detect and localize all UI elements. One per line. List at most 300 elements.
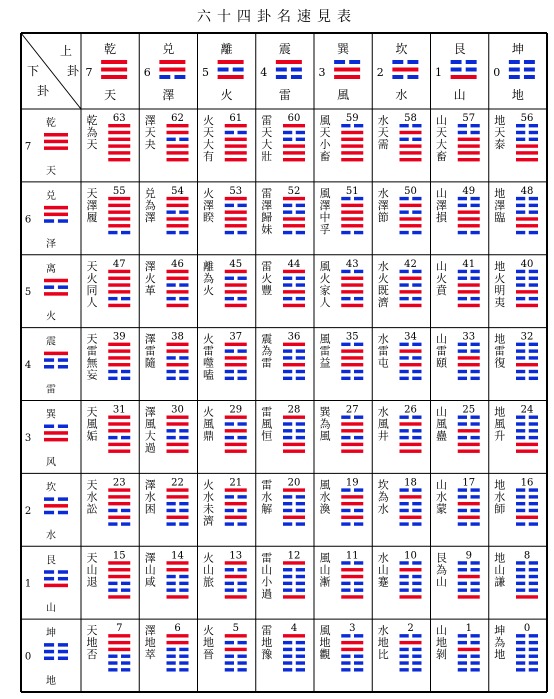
row-header-number: 6: [24, 214, 32, 226]
col-header-nature: 風: [337, 88, 350, 102]
hexagram-lines: [341, 634, 363, 671]
hexagram-lines: [341, 488, 363, 525]
hexagram-number: 25: [462, 404, 476, 416]
svg-text:天: 天: [261, 126, 273, 139]
svg-text:水: 水: [377, 405, 389, 419]
svg-text:坎: 坎: [377, 478, 389, 492]
row-header-name: 震: [46, 336, 56, 348]
svg-text:畜: 畜: [319, 150, 331, 163]
svg-text:地: 地: [86, 636, 98, 650]
hexagram-name: [145, 333, 156, 370]
hexagram-lines: [341, 416, 363, 453]
corner-lower-label: 下: [26, 64, 40, 78]
hexagram-number: 22: [171, 477, 184, 489]
hexagram-name: [436, 406, 447, 443]
hexagram-lines: [516, 416, 538, 453]
hexagram-lines: [283, 343, 305, 380]
hexagram-lines: [341, 561, 363, 598]
svg-text:風: 風: [377, 417, 389, 431]
hexagram-lines: [225, 634, 247, 671]
hexagram-number: 26: [404, 404, 417, 416]
svg-text:山: 山: [436, 405, 447, 419]
svg-text:履: 履: [86, 210, 98, 224]
svg-text:否: 否: [86, 648, 98, 662]
hexagram-number: 30: [171, 404, 184, 416]
svg-text:雷: 雷: [261, 114, 273, 127]
svg-text:訟: 訟: [86, 502, 98, 516]
hexagram-name: [203, 113, 214, 163]
hexagram-lines: [400, 488, 422, 525]
hexagram-name: [203, 186, 214, 224]
hexagram-number: 53: [229, 185, 243, 197]
hexagram-name: [87, 187, 98, 224]
svg-text:天: 天: [86, 259, 98, 273]
svg-text:過: 過: [144, 441, 156, 455]
svg-text:妄: 妄: [86, 368, 98, 382]
svg-text:大: 大: [436, 138, 447, 151]
svg-text:同: 同: [86, 283, 98, 297]
hexagram-name: [436, 551, 447, 588]
hexagram-name: [261, 260, 272, 297]
col-header-name: 兑: [162, 42, 175, 56]
svg-text:頤: 頤: [436, 356, 447, 370]
hexagram-lines: [108, 634, 130, 671]
col-header-nature: 地: [511, 88, 524, 102]
svg-text:風: 風: [319, 551, 331, 565]
row-header-trigram: [44, 425, 68, 442]
hexagram-number: 10: [404, 550, 417, 562]
hexagram-name: [494, 332, 505, 370]
svg-text:天: 天: [203, 126, 214, 139]
hexagram-name: [203, 477, 214, 527]
hexagram-name: [436, 478, 447, 515]
col-header-number: 2: [376, 66, 384, 79]
svg-text:地: 地: [436, 636, 447, 650]
row-header-number: 1: [24, 578, 32, 590]
hexagram-lines: [458, 197, 480, 234]
svg-text:為: 為: [377, 490, 389, 504]
hexagram-name: [378, 259, 389, 309]
hexagram-name: [145, 406, 156, 455]
hexagram-lines: [167, 197, 189, 234]
hexagram-name: [378, 623, 389, 661]
row-header-trigram: [44, 206, 68, 223]
svg-text:地: 地: [494, 405, 506, 419]
col-header-nature: 火: [220, 88, 233, 102]
svg-text:坤: 坤: [494, 624, 506, 638]
svg-text:妹: 妹: [261, 222, 273, 236]
hexagram-name: [378, 550, 389, 588]
svg-text:天: 天: [86, 186, 98, 200]
svg-text:過: 過: [261, 587, 273, 601]
hexagram-name: [87, 113, 98, 151]
hexagram-number: 41: [462, 258, 476, 270]
row-header-trigram: [44, 570, 68, 587]
svg-text:風: 風: [319, 186, 331, 200]
svg-text:水: 水: [86, 490, 98, 504]
hexagram-number: 43: [345, 258, 359, 270]
svg-text:觀: 觀: [319, 648, 331, 662]
svg-text:風: 風: [144, 417, 156, 431]
hexagram-lines: [225, 561, 247, 598]
hexagram-name: [261, 187, 272, 236]
row-header-number: 3: [24, 432, 32, 444]
svg-text:澤: 澤: [144, 332, 156, 346]
svg-text:豫: 豫: [261, 648, 273, 662]
hexagram-name: [145, 260, 156, 297]
svg-text:雷: 雷: [261, 624, 273, 638]
row-header-number: 7: [24, 141, 32, 153]
svg-text:澤: 澤: [144, 478, 156, 492]
svg-text:天: 天: [86, 405, 98, 419]
hexagram-lines: [400, 197, 422, 234]
hexagram-lines: [108, 124, 130, 161]
col-header-name: 乾: [104, 42, 117, 56]
svg-text:地: 地: [494, 259, 506, 273]
svg-text:風: 風: [319, 114, 331, 127]
hexagram-number: 5: [232, 623, 239, 635]
svg-text:火: 火: [436, 271, 447, 285]
hexagram-name: [261, 406, 272, 443]
svg-text:風: 風: [494, 417, 506, 431]
hexagram-lines: [225, 488, 247, 525]
hexagram-lines: [400, 343, 422, 380]
svg-text:風: 風: [319, 478, 331, 492]
svg-text:火: 火: [203, 283, 214, 297]
svg-text:地: 地: [494, 332, 506, 346]
row-header-number: 5: [24, 287, 32, 299]
hexagram-lines: [458, 416, 480, 453]
svg-text:井: 井: [377, 429, 389, 443]
row-header-number: 0: [24, 651, 32, 663]
svg-text:地: 地: [377, 636, 389, 650]
col-header-number: 3: [318, 66, 326, 79]
svg-text:風: 風: [436, 417, 447, 431]
svg-text:人: 人: [86, 295, 98, 309]
hexagram-name: [145, 478, 156, 515]
hexagram-number: 12: [287, 550, 301, 562]
svg-text:為: 為: [436, 563, 447, 577]
svg-text:山: 山: [319, 563, 331, 577]
svg-text:雷: 雷: [319, 344, 331, 358]
svg-text:節: 節: [377, 210, 389, 224]
hexagram-lines: [225, 270, 247, 307]
hexagram-lines: [283, 634, 305, 671]
svg-text:雷: 雷: [377, 344, 389, 358]
hexagram-name: [494, 623, 505, 661]
hexagram-name: [436, 187, 448, 224]
svg-text:兑: 兑: [144, 186, 156, 200]
svg-text:山: 山: [436, 478, 447, 492]
svg-text:天: 天: [86, 478, 98, 492]
hexagram-number: 2: [407, 623, 414, 635]
hexagram-name: [494, 550, 505, 588]
hexagram-lines: [458, 343, 480, 380]
hexagram-number: 49: [462, 185, 476, 197]
svg-text:旅: 旅: [203, 575, 214, 589]
svg-text:未: 未: [203, 502, 214, 516]
svg-text:水: 水: [377, 186, 389, 200]
hexagram-lines: [283, 270, 305, 307]
svg-text:剝: 剝: [436, 648, 447, 662]
svg-text:雷: 雷: [203, 344, 214, 358]
svg-text:地: 地: [494, 114, 506, 127]
svg-text:嗑: 嗑: [203, 368, 214, 382]
svg-text:地: 地: [494, 478, 506, 492]
svg-text:風: 風: [319, 259, 331, 273]
svg-text:澤: 澤: [261, 198, 273, 212]
svg-text:渙: 渙: [319, 502, 331, 516]
svg-text:需: 需: [377, 138, 389, 151]
row-header-name: 坤: [46, 628, 56, 640]
hexagram-name: [261, 624, 272, 661]
svg-text:天: 天: [86, 332, 98, 346]
hexagram-lines: [167, 634, 189, 671]
svg-text:澤: 澤: [203, 198, 214, 212]
hexagram-name: [87, 551, 98, 588]
svg-text:山: 山: [436, 259, 447, 273]
hexagram-lines: [341, 124, 363, 161]
hexagram-number: 57: [462, 113, 476, 124]
svg-text:山: 山: [436, 114, 447, 127]
hexagram-name: [436, 333, 448, 370]
hexagram-lines: [341, 270, 363, 307]
col-header-nature: 水: [395, 88, 408, 102]
hexagram-number: 58: [404, 113, 417, 124]
svg-text:泰: 泰: [494, 138, 506, 151]
svg-text:水: 水: [319, 490, 331, 504]
svg-text:水: 水: [377, 551, 389, 565]
svg-text:雷: 雷: [436, 344, 447, 358]
hexagram-name: [87, 624, 98, 661]
svg-text:地: 地: [319, 636, 331, 650]
svg-text:澤: 澤: [144, 551, 156, 565]
svg-text:升: 升: [494, 429, 506, 443]
hexagram-name: [378, 186, 389, 224]
hexagram-number: 55: [112, 185, 126, 197]
svg-text:火: 火: [261, 271, 273, 285]
hexagram-number: 20: [287, 477, 301, 489]
svg-text:風: 風: [86, 417, 98, 431]
row-header-nature: 泽: [46, 238, 56, 250]
hexagram-name: [436, 624, 447, 661]
hexagram-number: 29: [229, 404, 243, 416]
svg-text:謙: 謙: [494, 575, 506, 589]
row-header-number: 4: [24, 360, 32, 372]
svg-text:天: 天: [86, 138, 98, 151]
hexagram-number: 31: [112, 404, 126, 416]
svg-text:為: 為: [144, 198, 156, 212]
hexagram-name: [378, 477, 389, 515]
svg-text:比: 比: [377, 648, 389, 662]
svg-text:水: 水: [261, 490, 273, 504]
svg-text:萃: 萃: [144, 648, 156, 662]
svg-text:家: 家: [319, 283, 331, 297]
svg-text:風: 風: [319, 624, 331, 638]
hexagram-number: 15: [112, 550, 126, 562]
hexagram-number: 11: [345, 550, 359, 562]
row-header-trigram: [44, 279, 68, 296]
row-header-trigram: [44, 352, 68, 369]
svg-text:天: 天: [436, 126, 447, 139]
hexagram-name: [203, 550, 214, 588]
svg-text:益: 益: [319, 356, 331, 370]
svg-text:賁: 賁: [436, 283, 447, 297]
svg-text:山: 山: [144, 563, 156, 577]
svg-text:火: 火: [203, 114, 214, 127]
svg-text:小: 小: [319, 138, 331, 151]
svg-text:為: 為: [203, 271, 214, 285]
svg-text:火: 火: [203, 624, 214, 638]
svg-text:咸: 咸: [144, 575, 156, 589]
svg-text:天: 天: [377, 126, 389, 139]
svg-text:澤: 澤: [86, 198, 98, 212]
hexagram-name: [145, 186, 156, 224]
svg-text:人: 人: [319, 295, 331, 309]
svg-text:山: 山: [261, 563, 273, 577]
hexagram-name: [378, 332, 389, 370]
hexagram-number: 61: [229, 113, 243, 124]
hexagram-number: 36: [287, 331, 301, 343]
hexagram-lines: [400, 270, 422, 307]
hexagram-number: 6: [174, 623, 181, 635]
svg-text:地: 地: [494, 551, 506, 565]
svg-text:姤: 姤: [86, 429, 98, 443]
svg-text:壯: 壯: [261, 150, 273, 163]
hexagram-lines: [108, 416, 130, 453]
hexagram-number: 33: [462, 331, 476, 343]
hexagram-lines: [108, 343, 130, 380]
svg-text:蒙: 蒙: [436, 502, 447, 516]
svg-text:山: 山: [436, 186, 447, 200]
svg-text:臨: 臨: [494, 210, 506, 224]
hexagram-lines: [400, 561, 422, 598]
hexagram-number: 39: [112, 331, 126, 343]
hexagram-number: 51: [345, 185, 359, 197]
hexagram-number: 18: [404, 477, 417, 489]
hexagram-lines: [108, 488, 130, 525]
hexagram-number: 8: [523, 550, 531, 562]
hexagram-lines: [516, 634, 538, 671]
svg-text:火: 火: [86, 271, 98, 285]
svg-text:恒: 恒: [261, 429, 273, 443]
hexagram-number: 38: [171, 331, 184, 343]
hexagram-number: 21: [229, 477, 243, 489]
hexagram-name: [436, 114, 447, 163]
svg-text:雷: 雷: [144, 344, 156, 358]
svg-text:地: 地: [203, 636, 214, 650]
hexagram-name: [494, 405, 505, 443]
svg-text:火: 火: [203, 186, 214, 200]
svg-text:蹇: 蹇: [377, 575, 389, 589]
col-header-nature: 澤: [162, 88, 175, 102]
hexagram-number: 60: [287, 113, 301, 124]
hexagram-name: [203, 332, 214, 382]
hexagram-number: 63: [112, 113, 126, 124]
hexagram-name: [320, 478, 331, 515]
hexagram-number: 23: [112, 477, 126, 489]
hexagram-lines: [283, 197, 305, 234]
svg-text:為: 為: [494, 636, 506, 650]
hexagram-number: 27: [345, 404, 359, 416]
col-header-number: 5: [202, 66, 209, 79]
col-header-name: 艮: [453, 42, 466, 56]
col-header-name: 巽: [337, 42, 350, 56]
page-title: 六十四卦名速見表: [197, 9, 357, 25]
hexagram-number: 47: [112, 258, 126, 270]
hexagram-number: 44: [287, 258, 301, 270]
hexagram-name: [320, 260, 331, 309]
hexagram-number: 59: [345, 113, 359, 124]
col-header-nature: 山: [453, 88, 466, 102]
hexagram-number: 19: [345, 477, 359, 489]
hexagram-number: 50: [404, 185, 417, 197]
svg-text:天: 天: [86, 551, 98, 565]
hexagram-lines: [225, 197, 247, 234]
hexagram-lines: [400, 124, 422, 161]
row-header-name: 艮: [46, 555, 56, 567]
hexagram-name: [320, 187, 331, 236]
corner-gua-left: 卦: [36, 84, 50, 98]
hexagram-number: 52: [287, 185, 301, 197]
hexagram-name: [261, 478, 272, 515]
svg-text:山: 山: [203, 563, 214, 577]
hexagram-name: [145, 624, 156, 661]
hexagram-lines: [108, 270, 130, 307]
svg-text:師: 師: [494, 502, 506, 516]
hexagram-lines: [458, 488, 480, 525]
svg-text:山: 山: [436, 624, 447, 638]
svg-text:退: 退: [86, 575, 98, 589]
col-header-trigram: [276, 60, 302, 79]
svg-text:天: 天: [319, 126, 331, 139]
svg-text:損: 損: [436, 210, 447, 224]
row-header-nature: 雷: [46, 384, 56, 396]
col-header-name: 震: [278, 42, 291, 56]
hexagram-name: [87, 333, 99, 382]
svg-text:為: 為: [261, 344, 273, 358]
hexagram-lines: [283, 124, 305, 161]
svg-text:山: 山: [86, 563, 98, 577]
col-header-name: 離: [220, 42, 233, 56]
row-header-trigram: [44, 643, 68, 660]
svg-text:豐: 豐: [261, 283, 273, 297]
svg-text:水: 水: [494, 490, 506, 504]
svg-text:山: 山: [377, 563, 389, 577]
svg-text:乾: 乾: [86, 114, 98, 127]
hexagram-name: [320, 406, 332, 443]
col-header-number: 1: [435, 66, 442, 79]
svg-text:雷: 雷: [261, 478, 273, 492]
svg-text:震: 震: [261, 332, 273, 346]
svg-text:水: 水: [377, 114, 389, 127]
svg-text:離: 離: [203, 259, 214, 273]
svg-text:孚: 孚: [319, 222, 331, 236]
svg-text:火: 火: [203, 551, 214, 565]
hexagram-lines: [516, 270, 538, 307]
hexagram-number: 42: [404, 258, 417, 270]
row-header-name: 离: [46, 263, 56, 275]
col-header-number: 7: [85, 66, 93, 79]
hexagram-number: 40: [520, 258, 534, 270]
svg-text:中: 中: [319, 210, 331, 224]
hexagram-name: [378, 113, 389, 151]
svg-text:畜: 畜: [436, 150, 447, 163]
svg-text:大: 大: [203, 138, 214, 151]
hexagram-lines: [516, 488, 538, 525]
svg-text:艮: 艮: [436, 551, 447, 565]
hexagram-number: 13: [229, 550, 243, 562]
